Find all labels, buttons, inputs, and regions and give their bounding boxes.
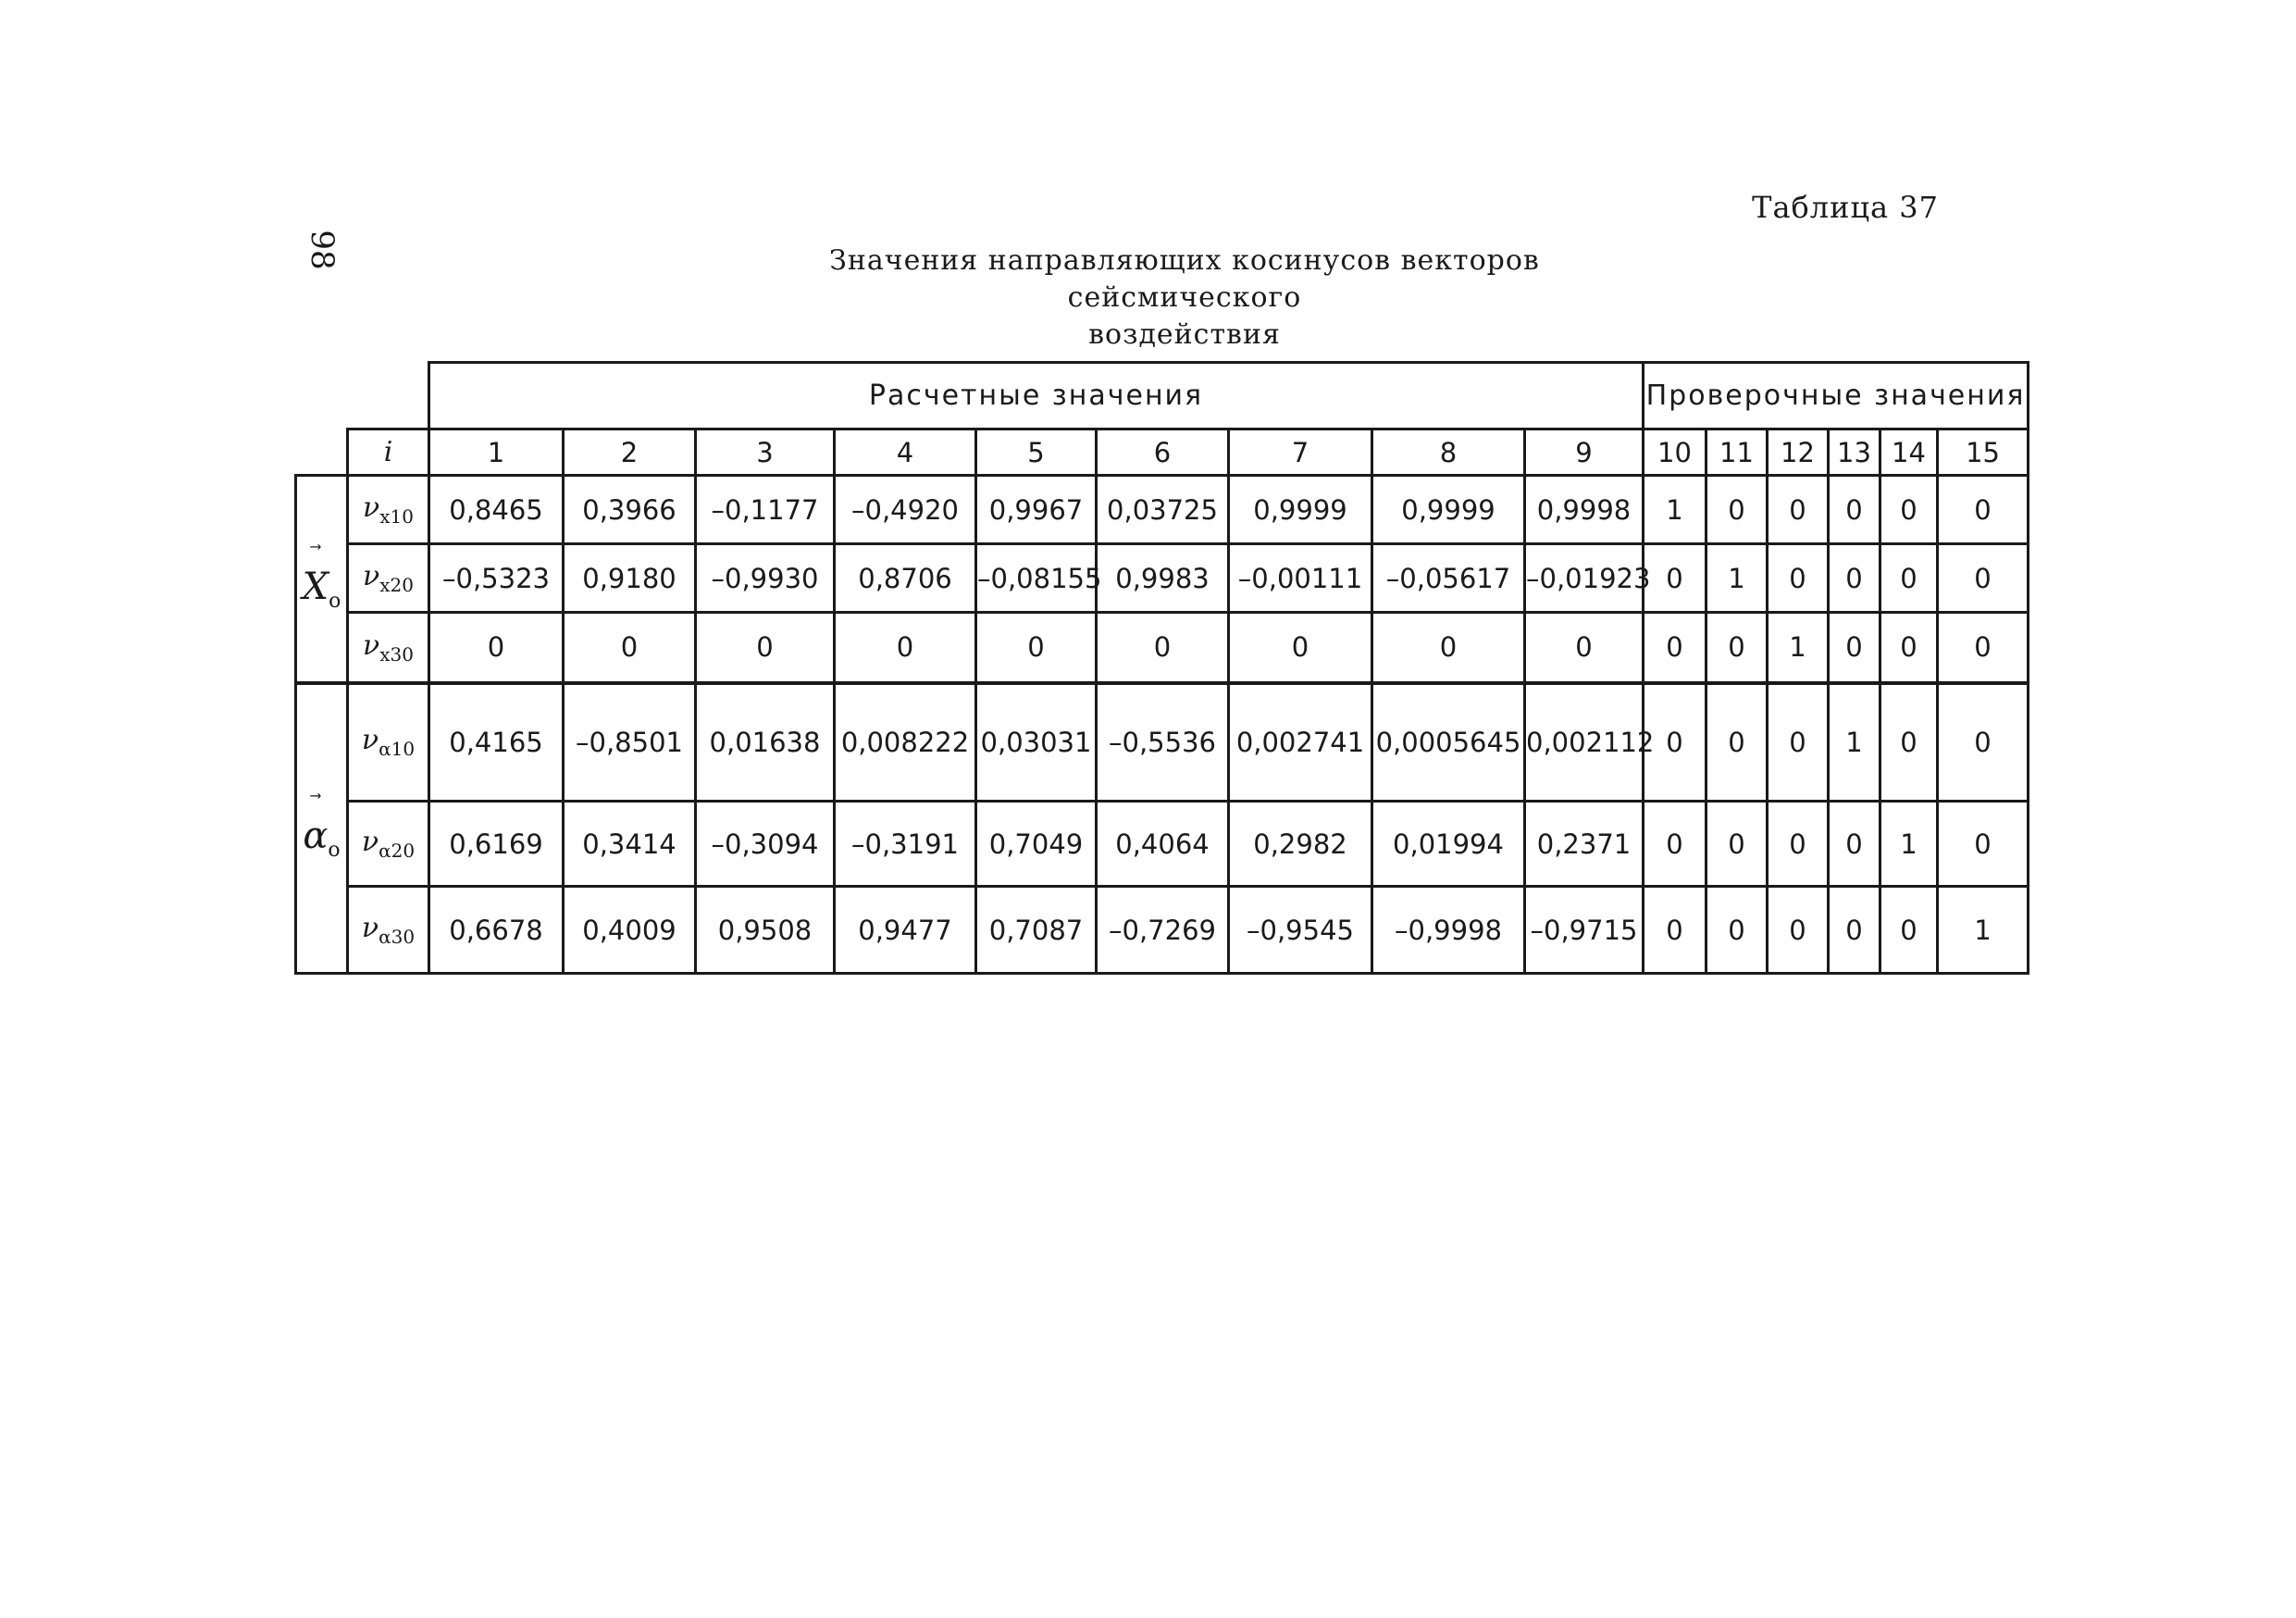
table-row: [296, 887, 2029, 974]
page-number: 98: [304, 230, 341, 270]
table-cell: 0: [1706, 683, 1768, 802]
column-header: 10: [1644, 429, 1706, 476]
table-cell: 0,01638: [696, 683, 835, 802]
caption-line-1: Значения направляющих косинусов векторов сейсмического: [829, 244, 1540, 314]
table-cell: 0: [1644, 802, 1706, 887]
table-cell: –0,8501: [564, 683, 696, 802]
table-cell: –0,9715: [1525, 887, 1644, 974]
column-header: 6: [1097, 429, 1229, 476]
table-cell: 1: [1938, 887, 2029, 974]
group-x-rows: [296, 476, 2029, 683]
table-cell: 1: [1880, 802, 1938, 887]
table-cell: 0: [1829, 476, 1880, 544]
column-header: 13: [1829, 429, 1880, 476]
header-index: i: [348, 429, 429, 476]
table-cell: 0: [1706, 613, 1768, 683]
table-cell: 0,008222: [835, 683, 976, 802]
table-cell: 0,9983: [1097, 544, 1229, 613]
caption-line-2: воздействия: [1088, 318, 1281, 351]
row-label: $\nu_{x20}$: [348, 544, 429, 613]
table-row: [296, 802, 2029, 887]
column-header: 14: [1880, 429, 1938, 476]
column-header: 7: [1229, 429, 1372, 476]
table-cell: 0: [564, 613, 696, 683]
table-cell: 0: [1938, 802, 2029, 887]
table-cell: 0,9508: [696, 887, 835, 974]
table-cell: 0: [696, 613, 835, 683]
table-cell: 0,3966: [564, 476, 696, 544]
row-label: $\nu_{\alpha 30}$: [348, 887, 429, 974]
table-cell: 0: [1880, 613, 1938, 683]
column-header: 12: [1768, 429, 1829, 476]
column-header: 4: [835, 429, 976, 476]
row-label: $\nu_{\alpha 10}$: [348, 683, 429, 802]
table-row: [296, 613, 2029, 683]
table-cell: 0,03725: [1097, 476, 1229, 544]
table-cell: 0,9999: [1372, 476, 1525, 544]
table-cell: 0,6678: [429, 887, 564, 974]
table-cell: –0,7269: [1097, 887, 1229, 974]
table-cell: 0: [1097, 613, 1229, 683]
table-cell: 0: [1880, 683, 1938, 802]
table-cell: 0,2371: [1525, 802, 1644, 887]
column-header: 5: [976, 429, 1097, 476]
table-cell: 0,8706: [835, 544, 976, 613]
table-cell: 0: [1706, 802, 1768, 887]
table-cell: 1: [1644, 476, 1706, 544]
table-cell: 0,7049: [976, 802, 1097, 887]
table-cell: –0,5536: [1097, 683, 1229, 802]
table-cell: 0,6169: [429, 802, 564, 887]
table-cell: 1: [1829, 683, 1880, 802]
table-cell: 0: [1706, 476, 1768, 544]
table-cell: –0,3094: [696, 802, 835, 887]
table-cell: 0,8465: [429, 476, 564, 544]
table-cell: 0: [1768, 476, 1829, 544]
table-cell: 0,9477: [835, 887, 976, 974]
table-label: Таблица 37: [1752, 190, 1939, 225]
vector-arrow-icon: [297, 794, 346, 815]
column-header: 1: [429, 429, 564, 476]
table-cell: 0: [429, 613, 564, 683]
table-row: [296, 544, 2029, 613]
header-group-calculated: Расчетные значения: [429, 363, 1644, 429]
table-cell: –0,08155: [976, 544, 1097, 613]
column-header: 8: [1372, 429, 1525, 476]
table-cell: –0,01923: [1525, 544, 1644, 613]
table-cell: 0: [1880, 887, 1938, 974]
column-header: 15: [1938, 429, 2029, 476]
header-group-check: Проверочные значения: [1644, 363, 2029, 429]
table-cell: 0: [1525, 613, 1644, 683]
row-label: $\nu_{\alpha 20}$: [348, 802, 429, 887]
table-cell: 0: [1644, 544, 1706, 613]
table-cell: 0: [1829, 887, 1880, 974]
table-cell: 0: [1768, 544, 1829, 613]
table-cell: –0,05617: [1372, 544, 1525, 613]
table-cell: 0: [1938, 544, 2029, 613]
table-cell: –0,9545: [1229, 887, 1372, 974]
table-cell: 0,002112: [1525, 683, 1644, 802]
table-cell: 0: [1644, 613, 1706, 683]
table-cell: –0,1177: [696, 476, 835, 544]
table-cell: 0,4165: [429, 683, 564, 802]
table-cell: 0: [1938, 683, 2029, 802]
column-header: 9: [1525, 429, 1644, 476]
table-cell: 0: [1706, 887, 1768, 974]
table-row: [296, 683, 2029, 802]
table-cell: –0,4920: [835, 476, 976, 544]
table-cell: 0: [1829, 544, 1880, 613]
table-cell: –0,9998: [1372, 887, 1525, 974]
table-cell: 0: [1880, 476, 1938, 544]
row-label: $\nu_{x30}$: [348, 613, 429, 683]
table-cell: –0,9930: [696, 544, 835, 613]
table-cell: 0,9998: [1525, 476, 1644, 544]
table-cell: –0,00111: [1229, 544, 1372, 613]
direction-cosines-table: [294, 361, 2029, 975]
table-cell: 1: [1768, 613, 1829, 683]
table-cell: –0,3191: [835, 802, 976, 887]
table-cell: 0: [1938, 613, 2029, 683]
group-alpha-rows: [296, 683, 2029, 974]
table-cell: 0,0005645: [1372, 683, 1525, 802]
row-label: $\nu_{x10}$: [348, 476, 429, 544]
table-cell: –0,5323: [429, 544, 564, 613]
table-cell: 1: [1706, 544, 1768, 613]
vector-arrow-icon: [297, 545, 346, 566]
table-cell: 0,03031: [976, 683, 1097, 802]
column-header: 2: [564, 429, 696, 476]
table-cell: 0,9967: [976, 476, 1097, 544]
table-cell: 0: [1768, 802, 1829, 887]
column-header: 11: [1706, 429, 1768, 476]
table-cell: 0: [1644, 887, 1706, 974]
table-cell: 0,2982: [1229, 802, 1372, 887]
table-cell: 0: [1938, 476, 2029, 544]
table-cell: 0,3414: [564, 802, 696, 887]
row-group-label: $\alpha_o$: [296, 683, 348, 974]
table-cell: 0,9180: [564, 544, 696, 613]
table-cell: 0: [1768, 887, 1829, 974]
table-cell: 0: [1880, 544, 1938, 613]
table-cell: 0,7087: [976, 887, 1097, 974]
table-row: [296, 476, 2029, 544]
table-cell: 0: [1644, 683, 1706, 802]
table-cell: 0,9999: [1229, 476, 1372, 544]
table-cell: 0,01994: [1372, 802, 1525, 887]
table-cell: 0,4064: [1097, 802, 1229, 887]
table-caption: [722, 243, 1647, 354]
table-cell: 0: [1768, 683, 1829, 802]
table-cell: 0: [1829, 802, 1880, 887]
table-cell: 0: [976, 613, 1097, 683]
column-header: 3: [696, 429, 835, 476]
table-cell: 0,002741: [1229, 683, 1372, 802]
table-cell: 0,4009: [564, 887, 696, 974]
row-group-label: $X_o$: [296, 476, 348, 683]
table-cell: 0: [1229, 613, 1372, 683]
table-cell: 0: [1372, 613, 1525, 683]
table-cell: 0: [835, 613, 976, 683]
table-cell: 0: [1829, 613, 1880, 683]
